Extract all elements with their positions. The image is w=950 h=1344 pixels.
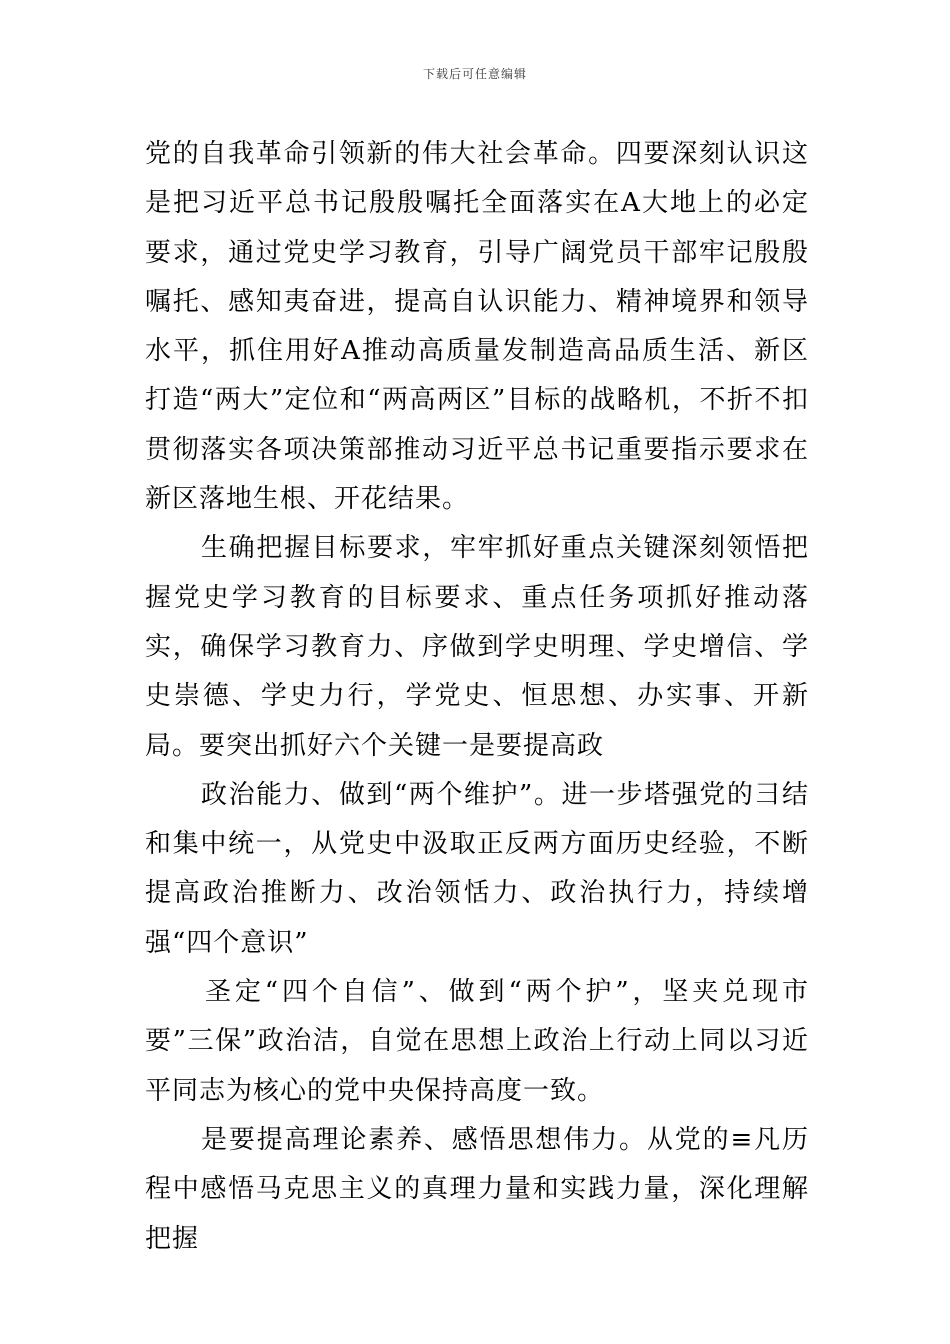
paragraph-5: 是要提高理论素养、感悟思想伟力。从党的≡凡历程中感悟马克思主义的真理力量和实践力量，深化理解把握 (145, 1124, 809, 1254)
download-note: 下载后可任意编辑 (422, 67, 527, 81)
paragraph-2: 生确把握目标要求，牢牢抓好重点关键深刻领悟把握党史学习教育的目标要求、重点任务项抓好推动落实，确保学习教育力、序做到学史明理、学史增信、学史崇德、学史力行，学党史、恒思想、办实事、开新局。要突出抓好六个关键一是要提高政 (145, 533, 809, 761)
paragraph-1: 党的自我革命引领新的伟大社会革命。四要深刻认识这是把习近平总书记殷殷嘱托全面落实在A大地上的必定要求，通过党史学习教育，引导广阔党员干部牢记殷殷嘱托、感知夷奋进，提高自认识能力、精神境界和领导水平，抓住用好A推动高质量发制造高品质生活、新区打造“两大”定位和“两高两区”目标的战略机，不折不扣贯彻落实各项决策部推动习近平总书记重要指示要求在新区落地生根、开花结果。 (145, 139, 809, 515)
paragraph-3: 政治能力、做到“两个维护”。进一步塔强党的彐结和集中统一，从党史中汲取正反两方面历史经验，不断提高政治推断力、改治领恬力、政治执行力，持续增强“四个意识” (145, 779, 809, 958)
paragraph-4: 圣定“四个自信”、做到“两个护”，坚夹兑现市要”三保”政治洁，自觉在思想上政治上行动上同以习近平同志为核心的党中央保持高度一致。 (145, 977, 809, 1106)
document-body (145, 130, 809, 1264)
